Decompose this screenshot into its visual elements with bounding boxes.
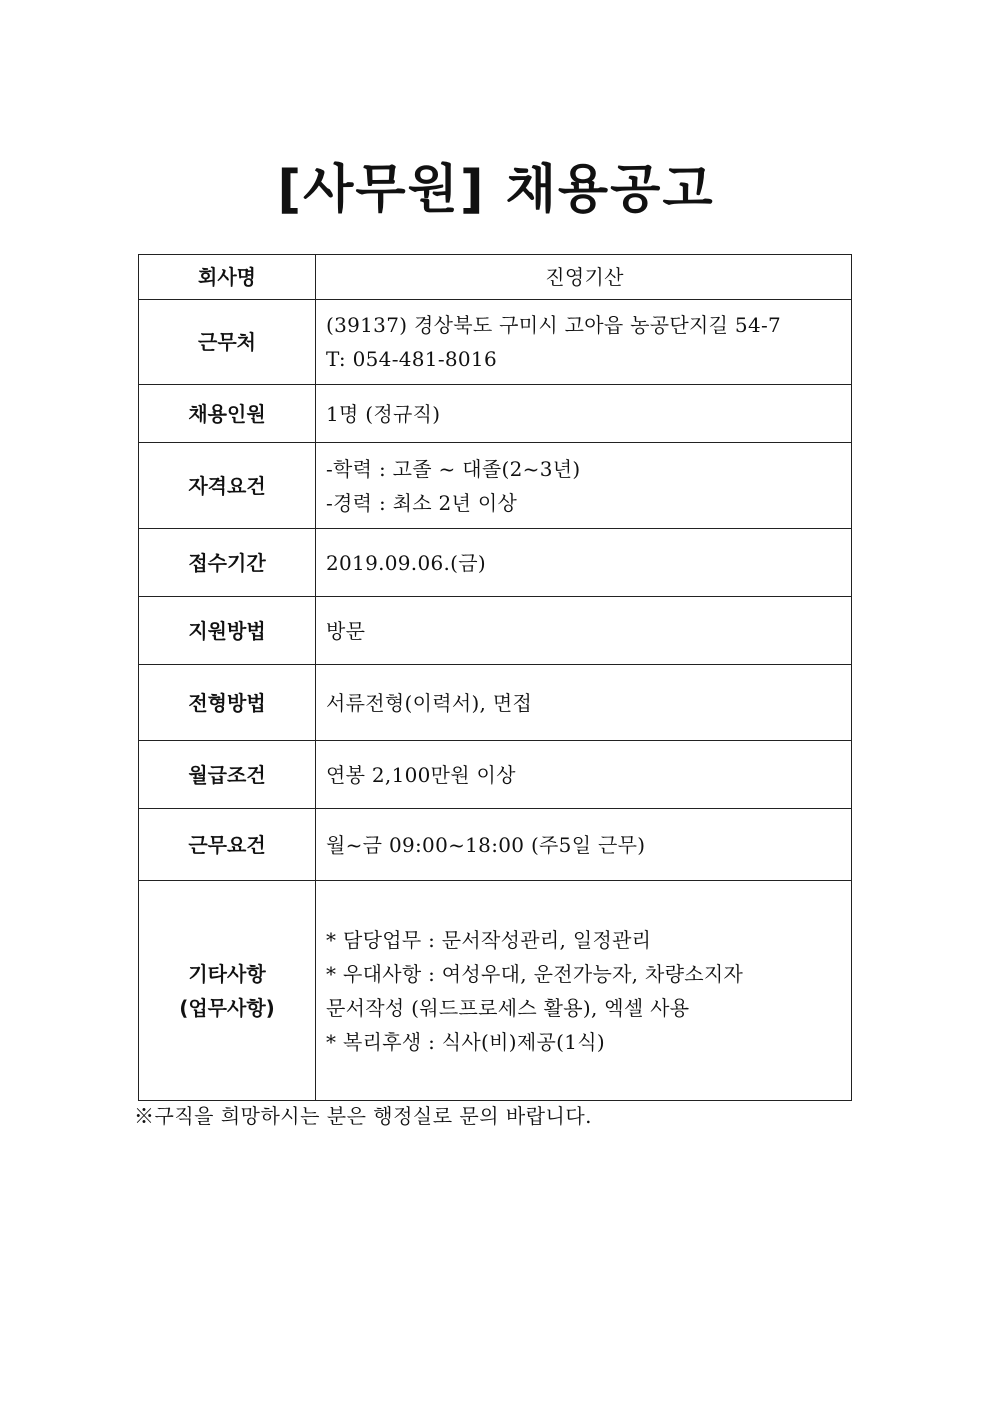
table-row [139,597,852,665]
row-value-qualifications [316,443,852,529]
row-value-company: 진영기산 [316,255,852,300]
row-label-salary: 월급조건 [139,741,316,809]
row-value-work-hours: 월~금 09:00~18:00 (주5일 근무) [316,809,852,881]
row-label-work-hours: 근무요건 [139,809,316,881]
row-value-workplace [316,300,852,385]
table-row [139,809,852,881]
job-posting-table [138,254,852,1101]
row-value-application-method: 방문 [316,597,852,665]
other-benefits: * 복리후생 : 식사(비)제공(1식) [326,1029,605,1054]
other-label-sub: (업무사항) [179,995,275,1020]
row-value-other [316,881,852,1101]
row-value-application-period: 2019.09.06.(금) [316,529,852,597]
table-row [139,665,852,741]
footnote: ※구직을 희망하시는 분은 행정실로 문의 바랍니다. [134,1104,593,1128]
row-value-selection-process: 서류전형(이력서), 면접 [316,665,852,741]
row-label-selection-process: 전형방법 [139,665,316,741]
row-label-headcount: 채용인원 [139,385,316,443]
qualification-experience: -경력 : 최소 2년 이상 [326,490,518,515]
row-label-application-method: 지원방법 [139,597,316,665]
other-duties: * 담당업무 : 문서작성관리, 일정관리 [326,927,652,952]
table-row [139,741,852,809]
row-value-salary: 연봉 2,100만원 이상 [316,741,852,809]
row-label-other [139,881,316,1101]
table-row [139,529,852,597]
row-value-headcount: 1명 (정규직) [316,385,852,443]
table-row [139,255,852,300]
workplace-address: (39137) 경상북도 구미시 고아읍 농공단지길 54-7 [326,313,782,337]
table-row [139,385,852,443]
table-row [139,881,852,1101]
row-label-workplace: 근무처 [139,300,316,385]
other-preferences: * 우대사항 : 여성우대, 운전가능자, 차량소지자 [326,961,744,986]
row-label-qualifications: 자격요건 [139,443,316,529]
page-title: [사무원] 채용공고 [277,160,715,220]
table-row [139,300,852,385]
row-label-company: 회사명 [139,255,316,300]
workplace-phone: T: 054-481-8016 [326,347,497,371]
qualification-education: -학력 : 고졸 ~ 대졸(2~3년) [326,456,581,481]
row-label-application-period: 접수기간 [139,529,316,597]
other-label-main: 기타사항 [188,961,266,986]
other-skills: 문서작성 (워드프로세스 활용), 엑셀 사용 [326,995,690,1020]
table-row [139,443,852,529]
